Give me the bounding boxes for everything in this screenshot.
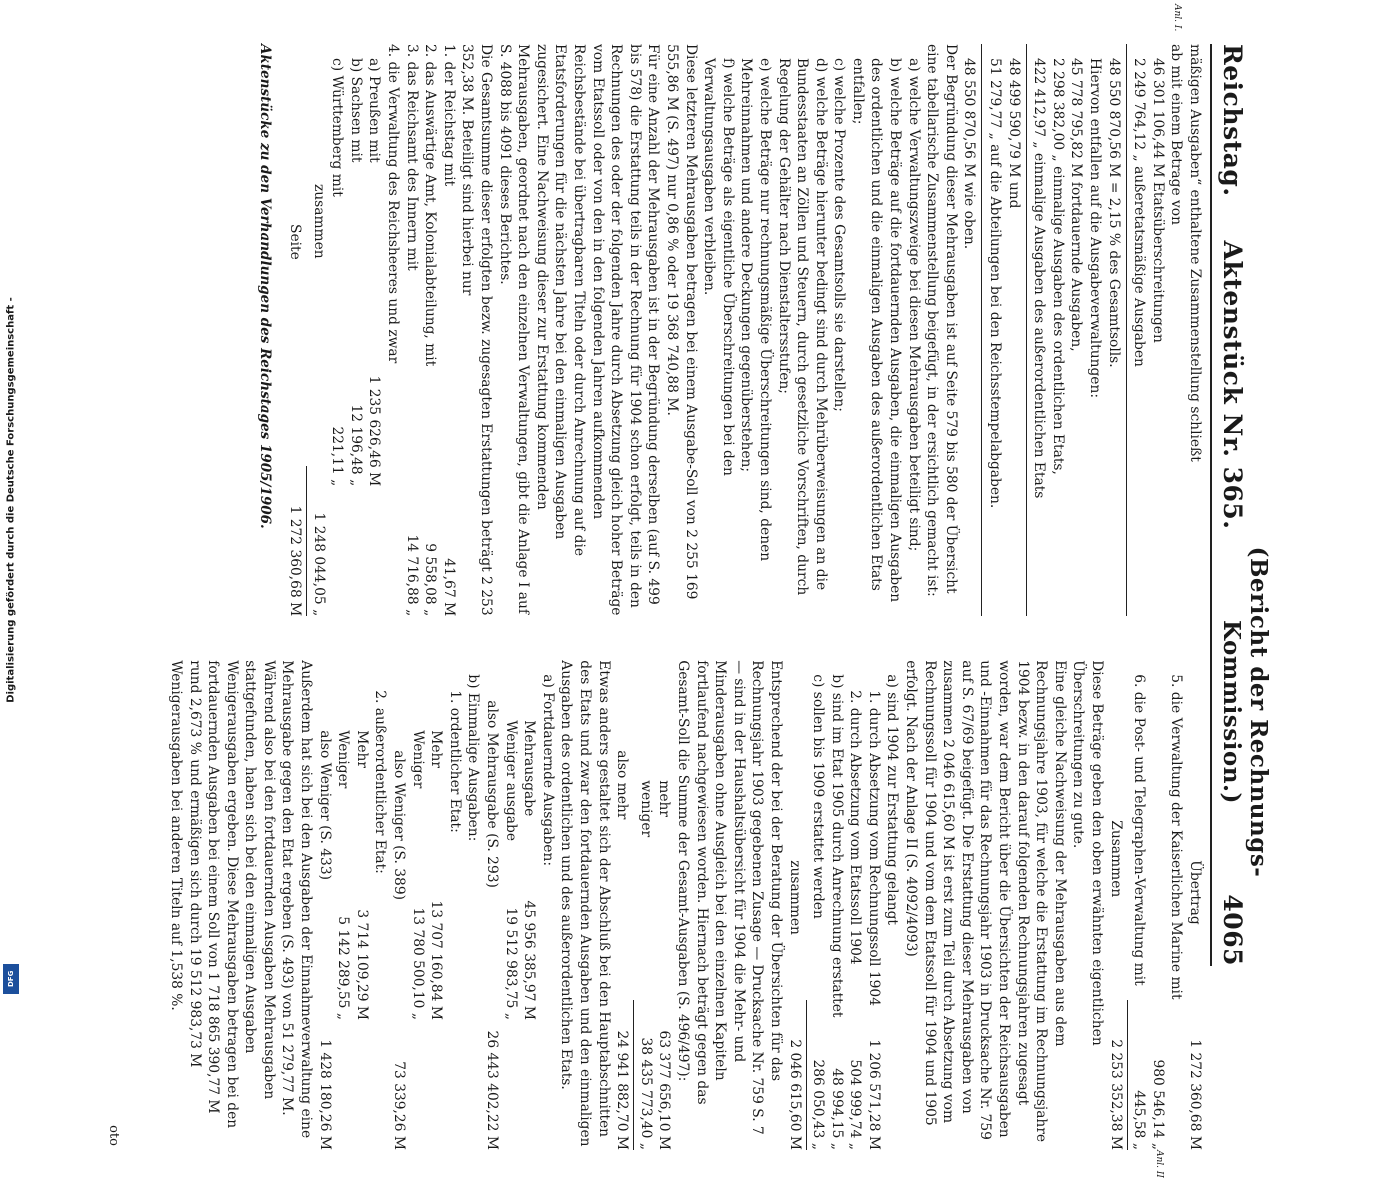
text-line: 2 298 382,00 „ einmalige Ausgaben des ordentlichen Etats, <box>1049 58 1066 475</box>
page-number: 4065 <box>1218 894 1247 966</box>
text-line: 46 301 106,44 M Etatsüberschreitungen <box>1149 58 1166 343</box>
table-row: zusammen 2 046 615,60 M <box>786 860 803 1150</box>
table-row: zusammen 1 248 044,05 „ <box>310 184 327 617</box>
text-line: a) Fortdauernde Ausgaben: <box>539 674 556 866</box>
left-column <box>166 4 1204 617</box>
table-row: 980 546,14 „ <box>1149 1059 1166 1150</box>
table-row: weniger 38 435 773,40 „ <box>637 780 654 1150</box>
header-title: (Bericht der Rechnungs-Kommission.) <box>1218 546 1272 878</box>
list-item: c) welche Prozente des Gesamtsolls sie darstellen; <box>831 58 848 412</box>
table-row: Seite 1 272 360,68 M <box>287 224 304 617</box>
header-reichstag: Reichstag. <box>1218 44 1247 197</box>
right-column <box>106 660 1204 1178</box>
table-row: Weniger ausgabe 19 512 983,75 „ <box>502 720 519 1020</box>
table-row: 3. das Reichsamt des Innern mit 14 716,88 „ <box>403 44 420 617</box>
text-line: mäßigen Ausgaben“ enthaltene Zusammenstellung schließt <box>1187 44 1203 462</box>
table-row: Zusammen 2 253 352,38 M <box>1107 820 1124 1150</box>
footer-source: Aktenstücke zu den Verhandlungen des Reichstages 1905/1906. <box>257 44 274 529</box>
text-line: 48 499 590,79 M und <box>1005 58 1022 209</box>
text-line: 48 550 870,56 M wie oben. <box>961 58 978 250</box>
paragraph: Der Begründung dieser Mehrausgaben ist auf Seite 579 bis 580 der Übersicht eine tabellarische Zusammenstellung beigefügt, in der ersichtlich gemacht ist: <box>924 44 959 597</box>
margin-note-anl1: Anl. I. <box>1172 4 1182 32</box>
table-row: b) Sachsen mit 12 196,48 „ <box>347 58 364 487</box>
text-line: a) sind 1904 zur Erstattung gelangt <box>884 674 901 925</box>
paragraph: Diese Beträge geben den oben erwähnten eigentlichen Überschreitungen zu gute. <box>1070 660 1106 1046</box>
list-item: e) welche Beträge nur rechnungsmäßige Überschreitungen sind, denen Mehreinnahmen und andere Deckungen gegenüberstehen; <box>738 58 773 562</box>
text-line: 2. außerordentlicher Etat: <box>372 690 389 874</box>
list-item: a) welche Verwaltungszweige bei diesen Mehrausgaben beteiligt sind; <box>905 58 922 552</box>
table-row: also Mehrausgabe (S. 293) 26 443 402,22 M <box>484 700 501 1150</box>
table-row: Weniger 5 142 289,55 „ <box>335 730 352 1020</box>
paragraph: Für eine Anzahl der Mehrausgaben ist in der Begründung derselben (auf S. 499 bis 578) die Erstattung teils in der Rechnung für 1904 schon erfolgt, teils in den Rechnungen des oder der folgenden Jahre durch Absetzung gleich hoher Beträge vom Etatssoll oder von den in den folgenden Jahren aufkommenden Reichsbestände bei übertragbaren Titeln oder durch Anrechnung auf die Etatsforderungen für die nächsten Jahre bei den einmaligen Ausgaben zugesichert. Eine Nachweisung dieser zur Erstattung kommenden Mehrausgaben, geordnet nach den einzelnen Verwaltungen, gibt die Anlage I auf S. 4088 bis 4091 dieses Berichtes. <box>496 44 662 616</box>
paragraph: Entsprechend der bei der Beratung der Übersichten für das Rechnungsjahr 1903 gegebenen Zusage — Drucksache Nr. 759 S. 7 — sind in der Haushaltsübersicht für 1904 die Mehr- und Minderausgaben ohne Ausgleich bei den einzelnen Kapiteln fortlaufend nachgewiesen worden. Hiernach beträgt gegen das Gesamt-Soll die Summe der Gesamt-Ausgaben (S. 496/497): <box>674 660 784 1135</box>
table-row: also Weniger (S. 389) 73 339,26 M <box>391 750 408 1150</box>
digitization-credit: Digitalisierung gefördert durch die Deutsche Forschungsgemeinschaft - <box>5 297 17 703</box>
text-line: Hiervon entfallen auf die Ausgabeverwaltungen: <box>1087 58 1104 398</box>
text-line: b) Einmalige Ausgaben: <box>465 674 482 842</box>
paragraph: Diese letzteren Mehrausgaben betragen bei einem Ausgabe-Soll von 2 255 169 555,86 M (S. 497) nur 0,86 % oder 19 368 740,88 M. <box>663 44 699 600</box>
table-row: mehr 63 377 656,10 M <box>656 780 673 1150</box>
text-line: 1. ordentlicher Etat: <box>446 690 463 833</box>
table-row: 5. die Verwaltung der Kaiserlichen Marine mit <box>1168 674 1185 1000</box>
table-row: 1. der Reichstag mit 41,67 M <box>440 44 457 617</box>
text-line: 48 550 870,56 M = 2,15 % des Gesamtsolls. <box>1105 58 1122 368</box>
paragraph: Außerdem hat sich bei den Ausgaben der Einnahmeverwaltung eine Mehrausgabe gegen den Etat ergeben (S. 493) von 51 279,77 M. <box>279 660 315 1139</box>
bottom-mark: oto <box>106 1125 122 1146</box>
list-item: f) welche Beträge als eigentliche Überschreitungen bei den Verwaltungsausgaben verbleiben. <box>701 58 736 476</box>
table-row: c) sollen bis 1909 erstattet werden 286 050,43 „ <box>810 674 827 1150</box>
text-line: 51 279,77 „ auf die Abteilungen bei den Reichsstempelabgaben. <box>987 58 1004 509</box>
table-row: b) sind im Etat 1905 durch Anrechnung erstattet 48 994,15 „ <box>828 674 845 1150</box>
text-line: 422 412,97 „ einmalige Ausgaben des außerordentlichen Etats <box>1031 58 1048 499</box>
table-row: 4. die Verwaltung des Reichsheeres und zwar <box>385 44 402 364</box>
table-row: c) Württemberg mit 221,11 „ <box>329 58 346 487</box>
table-row: 2. durch Absetzung vom Etatssoll 1904 504 999,74 „ <box>847 690 864 1150</box>
dfg-logo: DFG <box>3 964 19 994</box>
paragraph: Etwas anders gestaltet sich der Abschluß bei den Hauptabschnitten des Etats und zwar den fortdauernden Ausgaben und den einmaligen Ausgaben des ordentlichen und des außerordentlichen Etats. <box>558 660 612 1147</box>
table-row: Mehrausgabe 45 956 385,97 M <box>521 720 538 1020</box>
paragraph: Eine gleiche Nachweisung der Mehrausgaben aus dem Rechnungsjahre 1903, für welche die Erstattung im Rechnungsjahre 1904 bezw. in den darauf folgenden Rechnungsjahren zugesagt worden, war dem Bericht über die Übersichten der Reichsausgaben und -Einnahmen für das Rechnungsjahr 1903 in Drucksache Nr. 759 auf S. 67/69 beigefügt. Die Erstattung dieser Mehrausgaben von zusammen 2 046 615,60 M ist erst zum Teil durch Absetzung vom Rechnungssoll für 1904 und vom dem Etatssoll für 1904 und 1905 erfolgt. Nach der Anlage II (S. 4092/4093) <box>903 660 1068 1143</box>
list-item: b) welche Beträge auf die fortdauernden Ausgaben, die einmaligen Ausgaben des ordentlichen und die einmaligen Ausgaben des außerordentlichen Etats entfallen; <box>849 58 904 603</box>
table-row: 1. durch Absetzung vom Rechnungssoll 1904 1 206 571,28 M <box>865 690 882 1150</box>
margin-note-anl2: Anl. II <box>1154 1149 1164 1178</box>
table-row: Weniger 13 780 500,10 „ <box>409 730 426 1020</box>
table-row: Mehr 13 707 160,84 M <box>428 730 445 1020</box>
header-aktenstueck: Aktenstück Nr. 365. <box>1218 240 1247 530</box>
table-row: also Weniger (S. 433) 1 428 180,26 M <box>316 730 333 1150</box>
list-item: d) welche Beträge hierunter bedingt sind durch Mehrüberweisungen an die Bundesstaaten an Zöllen und Steuern, durch gesetzliche Vorschriften, durch Regelung der Gehälter nach Dienstaltersstufen; <box>775 58 829 596</box>
table-row: also mehr 24 941 882,70 M <box>614 750 631 1150</box>
table-row: a) Preußen mit 1 235 626,46 M <box>366 58 383 487</box>
text-line: 2 249 764,12 „ außeretatsmäßige Ausgaben <box>1131 58 1148 367</box>
text-line: 45 778 795,82 M fortdauernde Ausgaben, <box>1068 58 1085 352</box>
text-line: ab mit einem Betrage von <box>1168 44 1185 226</box>
table-row: 2. das Auswärtige Amt, Kolonialabteilung, mit 9 558,08 „ <box>422 44 439 617</box>
table-row: Übertrag 1 272 360,68 M <box>1187 860 1203 1150</box>
paragraph: Die Gesamtsumme dieser erfolgten bezw. zugesagten Erstattungen beträgt 2 253 352,38 M. Beteiligt sind hierbei nur <box>459 44 495 616</box>
table-row: Mehr 3 714 109,29 M <box>353 730 370 1020</box>
paragraph: Während also bei den fortdauernden Ausgaben Mehrausgaben stattgefunden, haben sich bei den einmaligen Ausgaben Wenigerausgaben ergeben. Diese Mehrausgaben betragen bei den fortdauernden Ausgaben bei einem Soll von 1 718 865 390,77 M rund 2,673 % und ermäßigen sich durch 19 512 983,73 M Wenigerausgaben bei anderen Titeln auf 1,538 %. <box>167 660 277 1129</box>
table-row: 6. die Post- und Telegraphen-Verwaltung mit 445,58 „ <box>1131 674 1148 1150</box>
page-header <box>1210 44 1272 966</box>
